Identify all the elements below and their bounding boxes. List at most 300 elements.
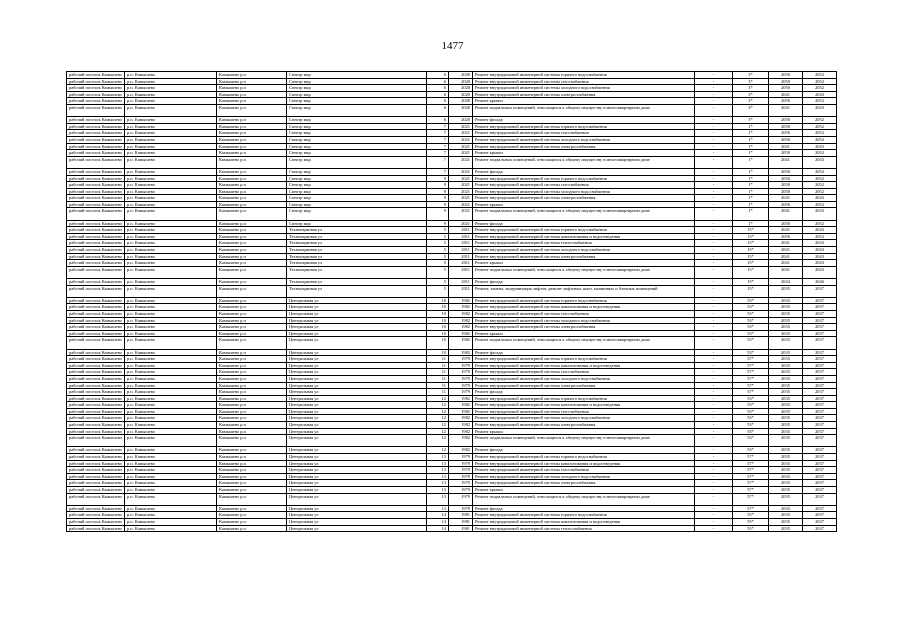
cell-dash: -: [695, 227, 733, 234]
cell-year-from: 2035: [769, 337, 803, 349]
cell-year: 1979: [449, 467, 473, 474]
cell-street: Спектр мкр: [287, 72, 427, 79]
cell-dash: -: [695, 408, 733, 415]
cell-year-to: 2037: [803, 454, 837, 461]
cell-settlement: рабочий поселок Камышево: [67, 460, 125, 467]
cell-percent: 53*: [733, 310, 769, 317]
cell-street: Центральная ул: [287, 505, 427, 512]
table-row: [67, 91, 837, 98]
cell-year-to: 2037: [803, 435, 837, 447]
cell-dash: -: [695, 85, 733, 92]
cell-locality: Камышево р.п: [217, 104, 287, 116]
cell-district: р.п. Камышево: [125, 310, 217, 317]
cell-settlement: рабочий поселок Камышево: [67, 310, 125, 317]
cell-year: 2020: [449, 78, 473, 85]
cell-dash: -: [695, 415, 733, 422]
cell-year-from: 2035: [769, 447, 803, 454]
cell-street: Технопарковая ул: [287, 240, 427, 247]
table-row: [67, 233, 837, 240]
cell-dash: -: [695, 493, 733, 505]
cell-year-to: 2037: [803, 356, 837, 363]
cell-dash: -: [695, 195, 733, 202]
cell-locality: Камышево р.п: [217, 72, 287, 79]
cell-percent: 1*: [733, 188, 769, 195]
cell-year: 2021: [449, 182, 473, 189]
cell-percent: 1*: [733, 195, 769, 202]
cell-work-type: Ремонт внутридомовой инженерной системы холодного водоснабжения: [473, 473, 695, 480]
cell-year-from: 2050: [769, 168, 803, 175]
cell-settlement: рабочий поселок Камышево: [67, 72, 125, 79]
cell-house: 9: [427, 220, 449, 227]
cell-percent: 1*: [733, 168, 769, 175]
cell-street: Спектр мкр: [287, 156, 427, 168]
cell-percent: 57*: [733, 362, 769, 369]
table-row: [67, 473, 837, 480]
cell-dash: -: [695, 130, 733, 137]
cell-work-type: Ремонт подвальных помещений, относящихся к общему имуществу в многоквартирном доме: [473, 104, 695, 116]
cell-dash: -: [695, 428, 733, 435]
cell-year-to: 2037: [803, 505, 837, 512]
cell-percent: 15*: [733, 266, 769, 278]
cell-work-type: Ремонт подвальных помещений, относящихся к общему имуществу в многоквартирном доме: [473, 435, 695, 447]
cell-year: 2021: [449, 201, 473, 208]
cell-settlement: рабочий поселок Камышево: [67, 156, 125, 168]
cell-percent: 55*: [733, 525, 769, 532]
cell-percent: 1*: [733, 156, 769, 168]
cell-locality: Камышево р.п: [217, 362, 287, 369]
cell-locality: Камышево р.п: [217, 260, 287, 267]
cell-street: Центральная ул: [287, 362, 427, 369]
cell-year: 2021: [449, 130, 473, 137]
cell-year-to: 2037: [803, 337, 837, 349]
cell-district: р.п. Камышево: [125, 369, 217, 376]
cell-year-from: 2050: [769, 123, 803, 130]
table-row: [67, 435, 837, 447]
cell-district: р.п. Камышево: [125, 518, 217, 525]
cell-year-to: 2043: [803, 195, 837, 202]
cell-district: р.п. Камышево: [125, 493, 217, 505]
cell-district: р.п. Камышево: [125, 247, 217, 254]
cell-district: р.п. Камышево: [125, 512, 217, 519]
cell-street: Спектр мкр: [287, 85, 427, 92]
cell-year-to: 2043: [803, 104, 837, 116]
cell-year-from: 2035: [769, 518, 803, 525]
cell-year: 2021: [449, 208, 473, 220]
cell-year-from: 2035: [769, 330, 803, 337]
cell-dash: -: [695, 297, 733, 304]
cell-year-from: 2035: [769, 408, 803, 415]
cell-dash: -: [695, 382, 733, 389]
cell-street: Центральная ул: [287, 349, 427, 356]
cell-locality: Камышево р.п: [217, 428, 287, 435]
cell-settlement: рабочий поселок Камышево: [67, 233, 125, 240]
cell-dash: -: [695, 279, 733, 286]
cell-year-from: 2035: [769, 349, 803, 356]
cell-district: р.п. Камышево: [125, 72, 217, 79]
cell-year: 2011: [449, 227, 473, 234]
cell-locality: Камышево р.п: [217, 395, 287, 402]
cell-district: р.п. Камышево: [125, 356, 217, 363]
cell-locality: Камышево р.п: [217, 460, 287, 467]
cell-work-type: Ремонт внутридомовой инженерной системы горячего водоснабжения: [473, 123, 695, 130]
table-row: [67, 285, 837, 297]
cell-work-type: Ремонт фасада: [473, 220, 695, 227]
cell-year: 1982: [449, 408, 473, 415]
table-row: [67, 369, 837, 376]
table-row: [67, 266, 837, 278]
cell-locality: Камышево р.п: [217, 356, 287, 363]
cell-year: 1979: [449, 356, 473, 363]
cell-house: 11: [427, 389, 449, 396]
cell-district: р.п. Камышево: [125, 480, 217, 487]
cell-percent: 1*: [733, 150, 769, 157]
cell-settlement: рабочий поселок Камышево: [67, 402, 125, 409]
cell-district: р.п. Камышево: [125, 435, 217, 447]
cell-locality: Камышево р.п: [217, 310, 287, 317]
cell-year-from: 2035: [769, 382, 803, 389]
cell-year-to: 2037: [803, 525, 837, 532]
cell-dash: -: [695, 435, 733, 447]
cell-year-to: 2043: [803, 143, 837, 150]
cell-year-to: 2052: [803, 72, 837, 79]
cell-locality: Камышево р.п: [217, 454, 287, 461]
cell-house: 14: [427, 518, 449, 525]
cell-work-type: Ремонт крыши: [473, 330, 695, 337]
cell-district: р.п. Камышево: [125, 143, 217, 150]
cell-settlement: рабочий поселок Камышево: [67, 330, 125, 337]
cell-year-from: 2050: [769, 130, 803, 137]
table-row: [67, 505, 837, 512]
cell-house: 6: [427, 117, 449, 124]
cell-locality: Камышево р.п: [217, 297, 287, 304]
cell-district: р.п. Камышево: [125, 175, 217, 182]
cell-street: Центральная ул: [287, 467, 427, 474]
cell-percent: 53*: [733, 330, 769, 337]
cell-year-to: 2037: [803, 330, 837, 337]
cell-work-type: Ремонт внутридомовой инженерной системы холодного водоснабжения: [473, 415, 695, 422]
cell-locality: Камышево р.п: [217, 415, 287, 422]
cell-year-from: 2035: [769, 493, 803, 505]
table-body: [67, 72, 837, 532]
cell-street: Спектр мкр: [287, 98, 427, 105]
cell-dash: -: [695, 201, 733, 208]
cell-year-from: 2050: [769, 78, 803, 85]
cell-work-type: Ремонт крыши: [473, 201, 695, 208]
cell-settlement: рабочий поселок Камышево: [67, 220, 125, 227]
cell-year-from: 2035: [769, 389, 803, 396]
cell-street: Спектр мкр: [287, 150, 427, 157]
cell-street: Спектр мкр: [287, 91, 427, 98]
cell-percent: 1*: [733, 208, 769, 220]
cell-settlement: рабочий поселок Камышево: [67, 382, 125, 389]
cell-street: Центральная ул: [287, 402, 427, 409]
cell-district: р.п. Камышево: [125, 188, 217, 195]
cell-dash: -: [695, 512, 733, 519]
cell-street: Центральная ул: [287, 310, 427, 317]
cell-year: 1979: [449, 369, 473, 376]
cell-percent: 1*: [733, 182, 769, 189]
cell-year-from: 2050: [769, 98, 803, 105]
cell-work-type: Ремонт внутридомовой инженерной системы канализования и водоотведения: [473, 233, 695, 240]
cell-year-to: 2037: [803, 487, 837, 494]
cell-house: 6: [427, 85, 449, 92]
cell-settlement: рабочий поселок Камышево: [67, 150, 125, 157]
cell-work-type: Ремонт фасада: [473, 447, 695, 454]
cell-district: р.п. Камышево: [125, 505, 217, 512]
cell-street: Центральная ул: [287, 428, 427, 435]
cell-district: р.п. Камышево: [125, 422, 217, 429]
cell-year-from: 2035: [769, 454, 803, 461]
table-row: [67, 227, 837, 234]
cell-locality: Камышево р.п: [217, 130, 287, 137]
cell-year: 1979: [449, 362, 473, 369]
cell-percent: 3*: [733, 104, 769, 116]
cell-dash: -: [695, 143, 733, 150]
cell-percent: 53*: [733, 317, 769, 324]
cell-work-type: Ремонт фасада: [473, 505, 695, 512]
cell-dash: -: [695, 330, 733, 337]
cell-settlement: рабочий поселок Камышево: [67, 143, 125, 150]
table-row: [67, 130, 837, 137]
cell-year-to: 2052: [803, 175, 837, 182]
cell-work-type: Ремонт подвальных помещений, относящихся к общему имуществу в многоквартирном доме: [473, 208, 695, 220]
cell-work-type: Ремонт внутридомовой инженерной системы канализования и водоотведения: [473, 460, 695, 467]
cell-street: Центральная ул: [287, 415, 427, 422]
cell-house: 10: [427, 297, 449, 304]
cell-year-to: 2037: [803, 382, 837, 389]
cell-percent: 53*: [733, 422, 769, 429]
cell-work-type: Ремонт фасада: [473, 349, 695, 356]
cell-district: р.п. Камышево: [125, 78, 217, 85]
cell-year-from: 2050: [769, 150, 803, 157]
cell-house: 12: [427, 415, 449, 422]
cell-year-to: 2037: [803, 447, 837, 454]
cell-district: р.п. Камышево: [125, 330, 217, 337]
cell-year-from: 2044: [769, 279, 803, 286]
cell-settlement: рабочий поселок Камышево: [67, 130, 125, 137]
cell-district: р.п. Камышево: [125, 260, 217, 267]
cell-work-type: Ремонт подвальных помещений, относящихся к общему имуществу в многоквартирном доме: [473, 266, 695, 278]
cell-percent: 15*: [733, 233, 769, 240]
cell-percent: 57*: [733, 369, 769, 376]
cell-dash: -: [695, 310, 733, 317]
cell-district: р.п. Камышево: [125, 460, 217, 467]
cell-year-from: 2035: [769, 467, 803, 474]
cell-year: 2021: [449, 136, 473, 143]
cell-settlement: рабочий поселок Камышево: [67, 422, 125, 429]
cell-street: Спектр мкр: [287, 188, 427, 195]
cell-house: 13: [427, 493, 449, 505]
table-row: [67, 493, 837, 505]
cell-year: 1979: [449, 493, 473, 505]
cell-street: Спектр мкр: [287, 182, 427, 189]
cell-year-from: 2035: [769, 375, 803, 382]
cell-year: 2021: [449, 195, 473, 202]
table-row: [67, 454, 837, 461]
cell-house: 14: [427, 512, 449, 519]
table-row: [67, 201, 837, 208]
cell-year-to: 2043: [803, 208, 837, 220]
cell-year-from: 2050: [769, 72, 803, 79]
cell-year-from: 2050: [769, 220, 803, 227]
table-row: [67, 78, 837, 85]
cell-year-to: 2052: [803, 136, 837, 143]
cell-year: 2021: [449, 188, 473, 195]
cell-settlement: рабочий поселок Камышево: [67, 518, 125, 525]
cell-district: р.п. Камышево: [125, 253, 217, 260]
cell-locality: Камышево р.п: [217, 195, 287, 202]
cell-settlement: рабочий поселок Камышево: [67, 240, 125, 247]
cell-year-from: 2041: [769, 266, 803, 278]
cell-year: 1979: [449, 460, 473, 467]
cell-percent: 57*: [733, 467, 769, 474]
cell-house: 9: [427, 195, 449, 202]
cell-street: Центральная ул: [287, 460, 427, 467]
cell-district: р.п. Камышево: [125, 285, 217, 297]
cell-work-type: Ремонт фасада: [473, 389, 695, 396]
cell-year-from: 2035: [769, 512, 803, 519]
cell-district: р.п. Камышево: [125, 136, 217, 143]
cell-street: Спектр мкр: [287, 143, 427, 150]
cell-settlement: рабочий поселок Камышево: [67, 136, 125, 143]
cell-year-from: 2035: [769, 304, 803, 311]
cell-settlement: рабочий поселок Камышево: [67, 369, 125, 376]
cell-locality: Камышево р.п: [217, 168, 287, 175]
cell-settlement: рабочий поселок Камышево: [67, 356, 125, 363]
cell-settlement: рабочий поселок Камышево: [67, 123, 125, 130]
cell-dash: -: [695, 247, 733, 254]
cell-work-type: Ремонт внутридомовой инженерной системы газоснабжения: [473, 369, 695, 376]
cell-house: 10: [427, 317, 449, 324]
cell-percent: 53*: [733, 415, 769, 422]
cell-settlement: рабочий поселок Камышево: [67, 415, 125, 422]
cell-year-from: 2050: [769, 233, 803, 240]
cell-house: 7: [427, 143, 449, 150]
cell-settlement: рабочий поселок Камышево: [67, 304, 125, 311]
cell-year-from: 2035: [769, 428, 803, 435]
cell-dash: -: [695, 324, 733, 331]
cell-street: Центральная ул: [287, 369, 427, 376]
cell-locality: Камышево р.п: [217, 487, 287, 494]
cell-street: Спектр мкр: [287, 175, 427, 182]
cell-year-to: 2052: [803, 188, 837, 195]
cell-district: р.п. Камышево: [125, 168, 217, 175]
cell-street: Технопарковая ул: [287, 285, 427, 297]
cell-year-from: 2035: [769, 402, 803, 409]
cell-district: р.п. Камышево: [125, 220, 217, 227]
cell-year-from: 2041: [769, 195, 803, 202]
cell-work-type: Ремонт внутридомовой инженерной системы электроснабжения: [473, 195, 695, 202]
cell-street: Технопарковая ул: [287, 253, 427, 260]
cell-year-to: 2052: [803, 78, 837, 85]
cell-work-type: Ремонт внутридомовой инженерной системы газоснабжения: [473, 467, 695, 474]
cell-work-type: Ремонт, замена, модернизация лифтов, ремонт лифтовых шахт, машинных и блочных помещений: [473, 285, 695, 297]
cell-district: р.п. Камышево: [125, 91, 217, 98]
cell-percent: 3*: [733, 117, 769, 124]
cell-dash: -: [695, 104, 733, 116]
cell-work-type: Ремонт внутридомовой инженерной системы газоснабжения: [473, 78, 695, 85]
cell-settlement: рабочий поселок Камышево: [67, 317, 125, 324]
cell-year: 2021: [449, 143, 473, 150]
cell-locality: Камышево р.п: [217, 317, 287, 324]
cell-year: 2011: [449, 247, 473, 254]
cell-dash: -: [695, 480, 733, 487]
cell-locality: Камышево р.п: [217, 188, 287, 195]
table-row: [67, 143, 837, 150]
cell-house: 10: [427, 324, 449, 331]
cell-locality: Камышево р.п: [217, 422, 287, 429]
cell-street: Спектр мкр: [287, 104, 427, 116]
cell-locality: Камышево р.п: [217, 330, 287, 337]
cell-district: р.п. Камышево: [125, 227, 217, 234]
cell-dash: -: [695, 150, 733, 157]
cell-work-type: Ремонт крыши: [473, 150, 695, 157]
cell-year: 1979: [449, 382, 473, 389]
cell-dash: -: [695, 168, 733, 175]
cell-locality: Камышево р.п: [217, 78, 287, 85]
cell-locality: Камышево р.п: [217, 227, 287, 234]
cell-locality: Камышево р.п: [217, 369, 287, 376]
cell-district: р.п. Камышево: [125, 447, 217, 454]
cell-work-type: Ремонт фасада: [473, 168, 695, 175]
cell-street: Технопарковая ул: [287, 279, 427, 286]
cell-locality: Камышево р.п: [217, 304, 287, 311]
cell-locality: Камышево р.п: [217, 467, 287, 474]
cell-house: 5: [427, 260, 449, 267]
cell-work-type: Ремонт внутридомовой инженерной системы горячего водоснабжения: [473, 512, 695, 519]
cell-year-to: 2037: [803, 460, 837, 467]
cell-year-from: 2041: [769, 260, 803, 267]
cell-year-to: 2037: [803, 422, 837, 429]
cell-street: Центральная ул: [287, 356, 427, 363]
cell-year-to: 2052: [803, 150, 837, 157]
cell-locality: Камышево р.п: [217, 447, 287, 454]
cell-dash: -: [695, 304, 733, 311]
table-row: [67, 297, 837, 304]
cell-street: Центральная ул: [287, 447, 427, 454]
cell-percent: 53*: [733, 337, 769, 349]
cell-year: 1979: [449, 505, 473, 512]
cell-year-from: 2041: [769, 104, 803, 116]
cell-year-from: 2035: [769, 362, 803, 369]
cell-dash: -: [695, 369, 733, 376]
cell-house: 12: [427, 402, 449, 409]
cell-percent: 57*: [733, 460, 769, 467]
cell-year: 2011: [449, 240, 473, 247]
cell-year-from: 2041: [769, 156, 803, 168]
cell-year: 1982: [449, 349, 473, 356]
cell-locality: Камышево р.п: [217, 473, 287, 480]
table-row: [67, 447, 837, 454]
cell-work-type: Ремонт внутридомовой инженерной системы газоснабжения: [473, 310, 695, 317]
cell-percent: 57*: [733, 356, 769, 363]
cell-work-type: Ремонт внутридомовой инженерной системы газоснабжения: [473, 408, 695, 415]
cell-year-from: 2035: [769, 285, 803, 297]
cell-year-to: 2037: [803, 512, 837, 519]
cell-house: 12: [427, 408, 449, 415]
cell-dash: -: [695, 98, 733, 105]
cell-dash: -: [695, 505, 733, 512]
cell-settlement: рабочий поселок Камышево: [67, 260, 125, 267]
cell-year-from: 2035: [769, 310, 803, 317]
cell-year-to: 2052: [803, 130, 837, 137]
cell-street: Центральная ул: [287, 487, 427, 494]
cell-work-type: Ремонт внутридомовой инженерной системы канализования и водоотведения: [473, 362, 695, 369]
cell-year-to: 2037: [803, 467, 837, 474]
cell-house: 9: [427, 188, 449, 195]
cell-work-type: Ремонт внутридомовой инженерной системы горячего водоснабжения: [473, 227, 695, 234]
cell-dash: -: [695, 220, 733, 227]
